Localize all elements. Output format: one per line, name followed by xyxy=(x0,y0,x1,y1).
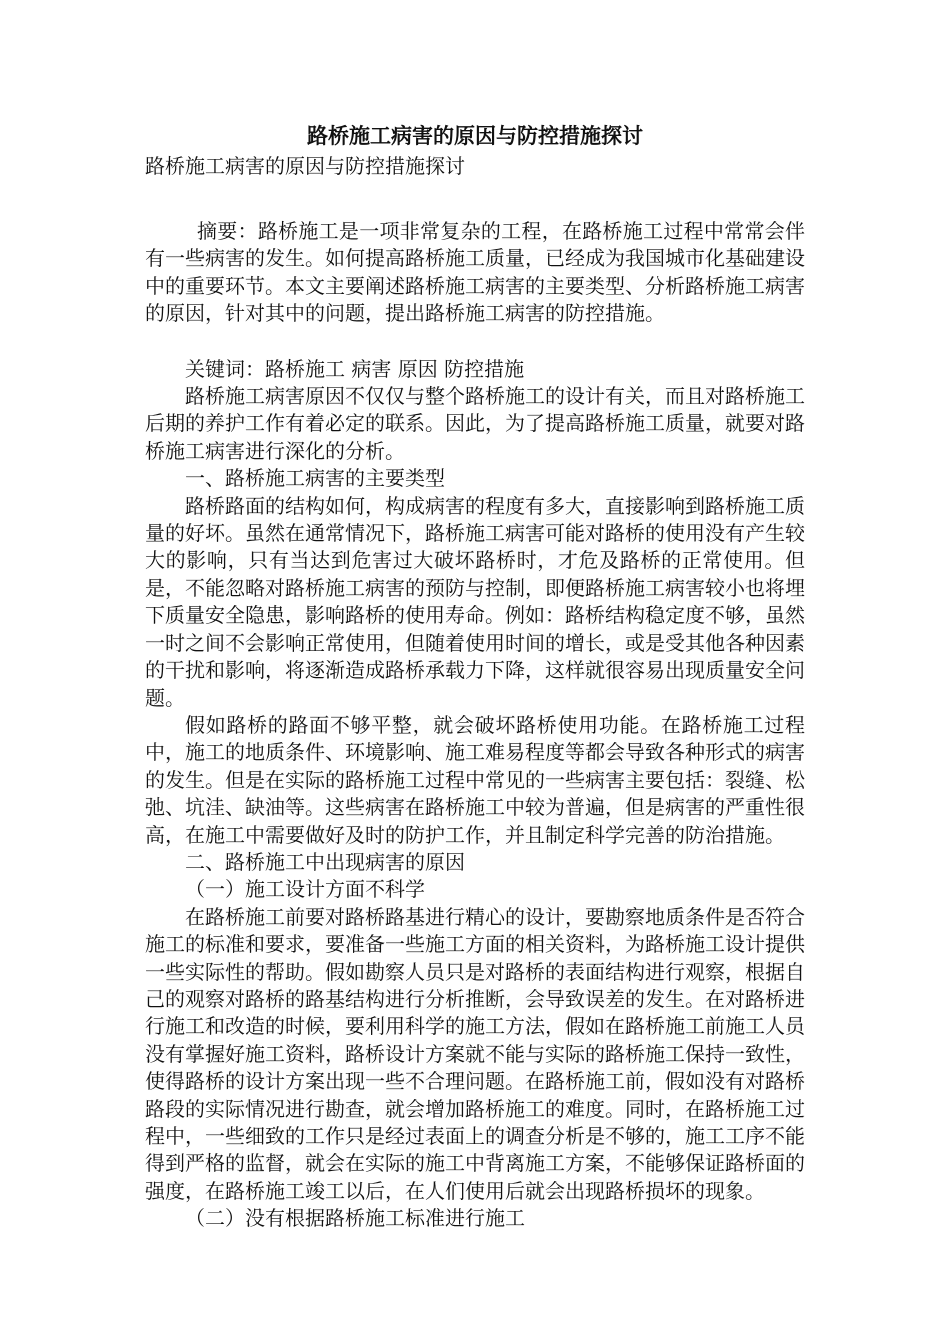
section2-paragraph-1: 在路桥施工前要对路桥路基进行精心的设计，要勘察地质条件是否符合施工的标准和要求，要准备一些施工方面的相关资料，为路桥施工设计提供一些实际性的帮助。假如勘察人员只是对路桥的表面结构进行观察，根据自己的观察对路桥的路基结构进行分析推断，会导致误差的发生。在对路桥进行施工和改造的时候，要利用科学的施工方法，假如在路桥施工前施工人员没有掌握好施工资料，路桥设计方案就不能与实际的路桥施工保持一致性，使得路桥的设计方案出现一些不合理问题。在路桥施工前，假如没有对路桥路段的实际情况进行勘查，就会增加路桥施工的难度。同时，在路桥施工过程中，一些细致的工作只是经过表面上的调查分析是不够的，施工工序不能得到严格的监督，就会在实际的施工中背离施工方案，不能够保证路桥面的强度，在路桥施工竣工以后，在人们使用后就会出现路桥损坏的现象。 xyxy=(145,904,805,1203)
document-body xyxy=(145,120,805,1233)
abstract-paragraph: 摘要：路桥施工是一项非常复杂的工程，在路桥施工过程中常常会伴有一些病害的发生。如何提高路桥施工质量，已经成为我国城市化基础建设中的重要环节。本文主要阐述路桥施工病害的主要类型、分析路桥施工病害的原因，针对其中的问题，提出路桥施工病害的防控措施。 xyxy=(145,219,805,326)
document-title: 路桥施工病害的原因与防控措施探讨 xyxy=(307,123,643,148)
keywords-line: 关键词：路桥施工 病害 原因 防控措施 xyxy=(185,356,525,381)
subsection-heading-2: （二）没有根据路桥施工标准进行施工 xyxy=(185,1206,525,1231)
subsection-heading-1: （一）施工设计方面不科学 xyxy=(185,877,425,902)
section1-paragraph-2: 假如路桥的路面不够平整，就会破坏路桥使用功能。在路桥施工过程中，施工的地质条件、环境影响、施工难易程度等都会导致各种形式的病害的发生。但是在实际的路桥施工过程中常见的一些病害主要包括：裂缝、松弛、坑洼、缺油等。这些病害在路桥施工中较为普遍，但是病害的严重性很高，在施工中需要做好及时的防护工作，并且制定科学完善的防治措施。 xyxy=(145,712,805,847)
document-subtitle: 路桥施工病害的原因与防控措施探讨 xyxy=(145,154,465,178)
intro-paragraph: 路桥施工病害原因不仅仅与整个路桥施工的设计有关，而且对路桥施工后期的养护工作有着必定的联系。因此，为了提高路桥施工质量，就要对路桥施工病害进行深化的分析。 xyxy=(145,384,805,463)
section1-paragraph-1: 路桥路面的结构如何，构成病害的程度有多大，直接影响到路桥施工质量的好坏。虽然在通常情况下，路桥施工病害可能对路桥的使用没有产生较大的影响，只有当达到危害过大破坏路桥时，才危及路桥的正常使用。但是，不能忽略对路桥施工病害的预防与控制，即便路桥施工病害较小也将埋下质量安全隐患，影响路桥的使用寿命。例如：路桥结构稳定度不够，虽然一时之间不会影响正常使用，但随着使用时间的增长，或是受其他各种因素的干扰和影响，将逐渐造成路桥承载力下降，这样就很容易出现质量安全问题。 xyxy=(145,493,805,710)
section-heading-2: 二、路桥施工中出现病害的原因 xyxy=(185,849,465,874)
section-heading-1: 一、路桥施工病害的主要类型 xyxy=(185,466,445,491)
